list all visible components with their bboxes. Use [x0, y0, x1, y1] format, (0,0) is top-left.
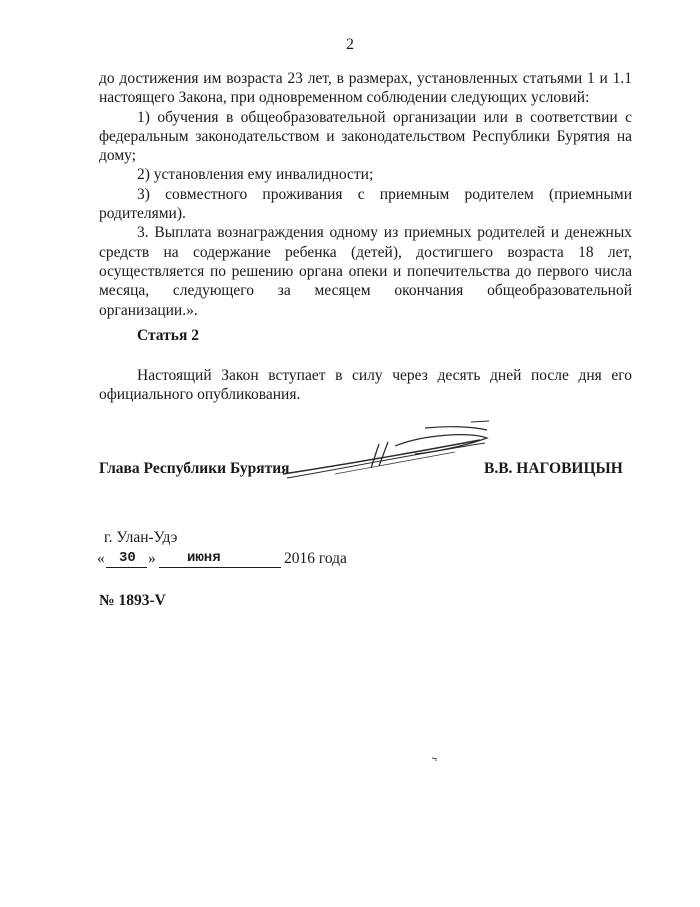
paragraph-condition-1: 1) обучения в общеобразовательной организации или в соответствии с федеральным законодательством и законодательством Республики Бурятия на дому;	[99, 108, 632, 165]
paragraph-condition-3: 3) совместного проживания с приемным родителем (приемными родителями).	[99, 185, 632, 223]
scan-speck	[431, 756, 439, 762]
signatory-position: Глава Республики Бурятия	[99, 460, 290, 477]
city: г. Улан-Удэ	[104, 529, 178, 546]
open-quote: «	[97, 550, 105, 567]
handwritten-signature	[275, 416, 495, 486]
article-text: Настоящий Закон вступает в силу через десять дней после дня его официального опубликования.	[99, 367, 632, 404]
paragraph-continuation: до достижения им возраста 23 лет, в размерах, установленных статьями 1 и 1.1 настоящего Закона, при одновременном соблюдении следующих условий:	[99, 70, 632, 107]
date-line	[97, 550, 397, 574]
paragraph-clause-3: 3. Выплата вознаграждения одному из приемных родителей и денежных средств на содержание ребенка (детей), достигшего возраста 18 лет, осуществляется по решению органа опеки и попечительства до первого числа месяца, следующего за месяцем окончания общеобразовательной организации.».	[99, 224, 632, 319]
body-text	[99, 69, 632, 320]
date-year: 2016 года	[284, 550, 347, 567]
page-number: 2	[346, 36, 354, 53]
date-day: 30	[119, 550, 136, 566]
article-title: Статья 2	[137, 327, 199, 344]
paragraph-condition-2: 2) установления ему инвалидности;	[137, 166, 374, 184]
law-number: № 1893-V	[99, 592, 166, 609]
signatory-name: В.В. НАГОВИЦЫН	[484, 460, 623, 477]
date-month: июня	[187, 550, 221, 566]
close-quote: »	[148, 550, 156, 567]
